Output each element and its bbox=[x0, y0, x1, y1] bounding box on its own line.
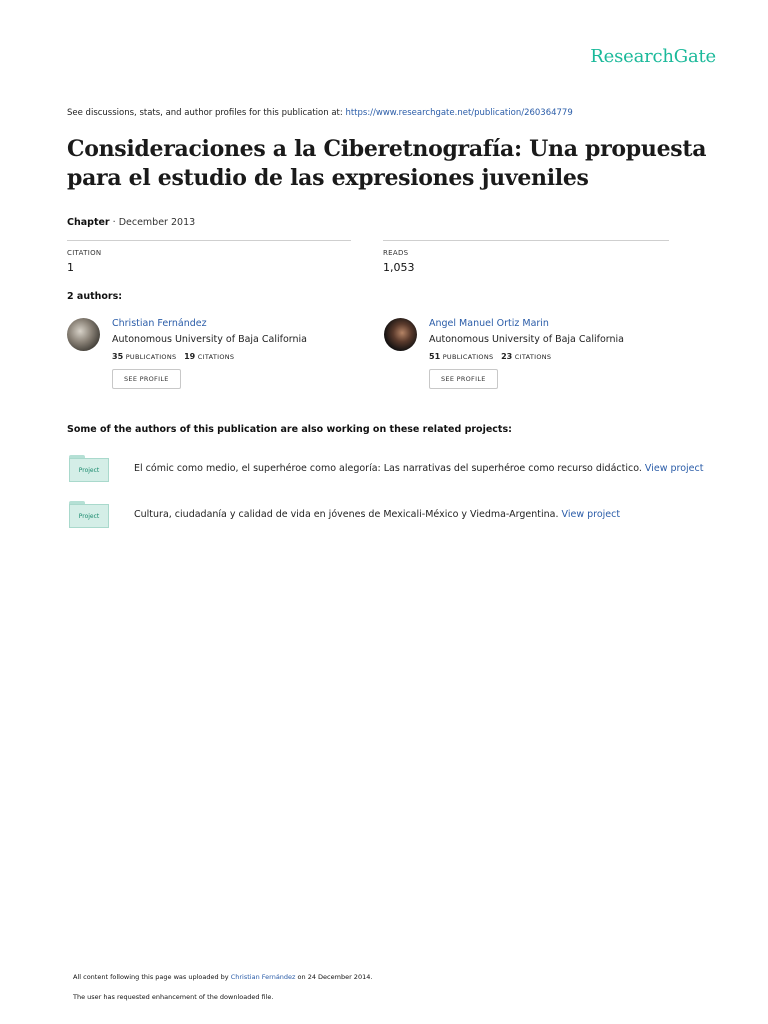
citation-stat bbox=[67, 240, 351, 274]
see-profile-button[interactable]: SEE PROFILE bbox=[429, 369, 498, 389]
publications-label: PUBLICATIONS bbox=[442, 353, 494, 361]
citations-label: CITATIONS bbox=[514, 353, 552, 361]
related-project bbox=[69, 455, 709, 487]
upload-note bbox=[73, 973, 372, 981]
project-icon-label: Project bbox=[69, 458, 109, 482]
reads-label: READS bbox=[383, 249, 409, 257]
uploader-link[interactable]: Christian Fernández bbox=[230, 973, 296, 981]
project-folder-icon bbox=[69, 501, 109, 528]
author-card bbox=[67, 318, 367, 398]
citation-label: CITATION bbox=[67, 249, 102, 257]
researchgate-logo[interactable]: ResearchGate bbox=[590, 46, 716, 67]
reads-count: 1,053 bbox=[383, 261, 415, 274]
see-discussions-text: See discussions, stats, and author profiles for this publication at: bbox=[67, 108, 346, 118]
author-stats bbox=[112, 352, 367, 361]
publication-type: Chapter bbox=[67, 217, 110, 228]
upload-note-date: on 24 December 2014. bbox=[295, 973, 373, 981]
project-description bbox=[134, 463, 703, 474]
related-project bbox=[69, 501, 709, 533]
publications-label: PUBLICATIONS bbox=[125, 353, 177, 361]
project-description bbox=[134, 509, 620, 520]
related-projects-heading: Some of the authors of this publication are also working on these related projects: bbox=[67, 424, 512, 435]
citations-label: CITATIONS bbox=[197, 353, 235, 361]
citations-count: 19 bbox=[184, 352, 196, 361]
view-project-link[interactable]: View project bbox=[561, 509, 621, 520]
avatar[interactable] bbox=[67, 318, 100, 351]
avatar[interactable] bbox=[384, 318, 417, 351]
upload-note-prefix: All content following this page was uploaded by bbox=[73, 973, 231, 981]
author-affiliation: Autonomous University of Baja California bbox=[429, 334, 624, 345]
author-stats bbox=[429, 352, 684, 361]
author-name-link[interactable]: Angel Manuel Ortiz Marin bbox=[429, 318, 549, 329]
publication-title: Consideraciones a la Ciberetnografía: Una propuesta para el estudio de las expresiones juveniles bbox=[67, 136, 707, 191]
author-card bbox=[384, 318, 684, 398]
project-title: Cultura, ciudadanía y calidad de vida en jóvenes de Mexicali-México y Viedma-Argentina. bbox=[134, 509, 559, 520]
view-project-link[interactable]: View project bbox=[644, 463, 704, 474]
author-info bbox=[429, 318, 684, 389]
publication-date: · December 2013 bbox=[112, 217, 196, 228]
see-profile-button[interactable]: SEE PROFILE bbox=[112, 369, 181, 389]
project-folder-icon bbox=[69, 455, 109, 482]
see-discussions-line bbox=[67, 108, 573, 118]
author-info bbox=[112, 318, 367, 389]
project-title: El cómic como medio, el superhéroe como alegoría: Las narrativas del superhéroe como recurso didáctico. bbox=[134, 463, 642, 474]
publication-url-link[interactable]: https://www.researchgate.net/publication/260364779 bbox=[345, 108, 573, 118]
author-affiliation: Autonomous University of Baja California bbox=[112, 334, 307, 345]
project-icon-label: Project bbox=[69, 504, 109, 528]
citation-count: 1 bbox=[67, 261, 74, 274]
reads-stat bbox=[383, 240, 669, 274]
authors-heading: 2 authors: bbox=[67, 291, 123, 302]
citations-count: 23 bbox=[501, 352, 513, 361]
chapter-info bbox=[67, 217, 195, 228]
publications-count: 51 bbox=[429, 352, 441, 361]
author-name-link[interactable]: Christian Fernández bbox=[112, 318, 207, 329]
enhancement-note: The user has requested enhancement of the downloaded file. bbox=[73, 993, 274, 1001]
publications-count: 35 bbox=[112, 352, 124, 361]
